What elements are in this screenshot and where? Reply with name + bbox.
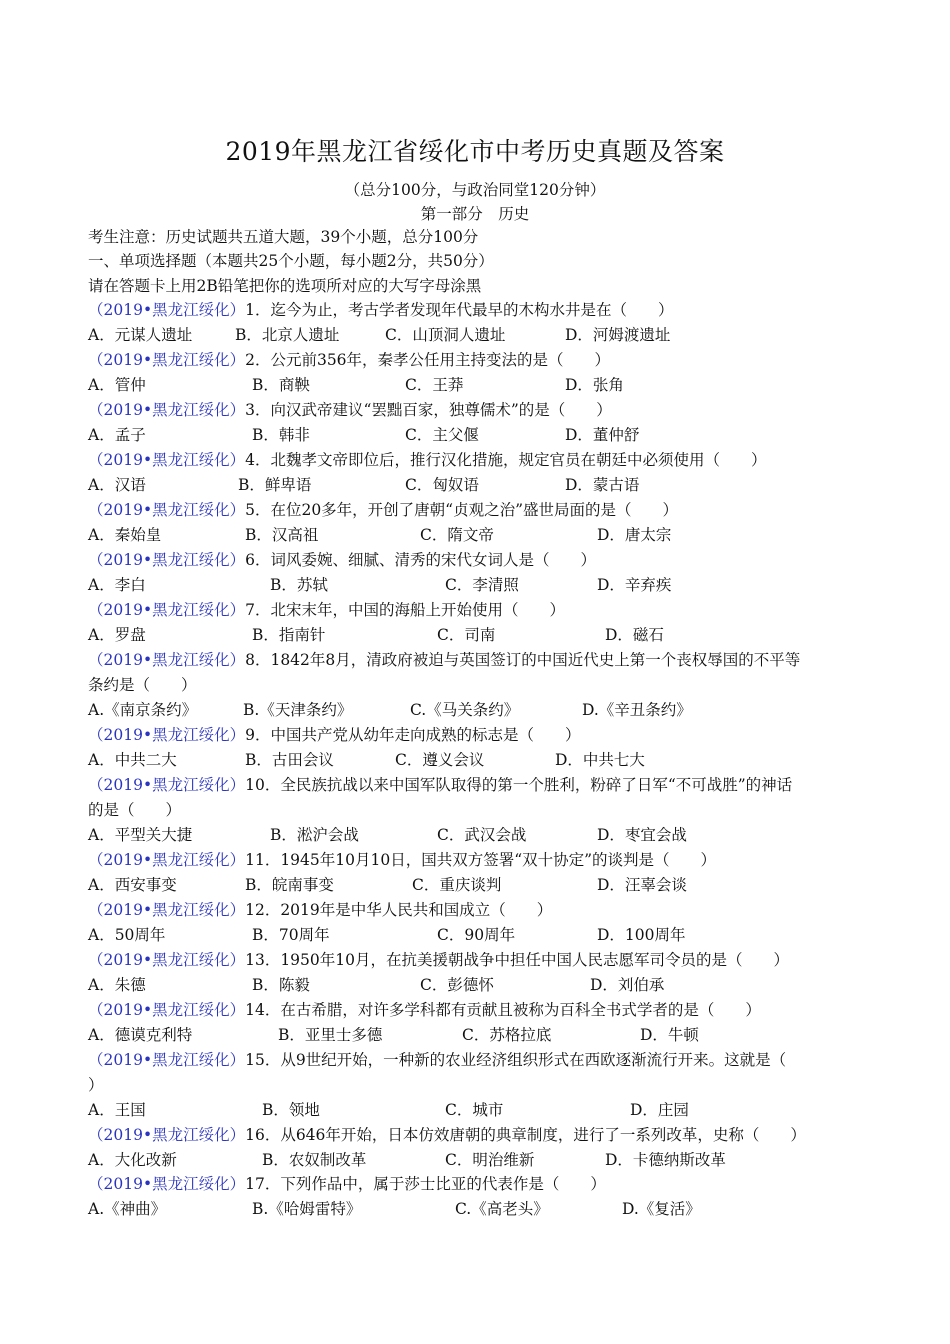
option-a: A．朱德 [88, 975, 146, 994]
option-d: D．磁石 [605, 625, 664, 644]
option-c: C．重庆谈判 [412, 875, 502, 894]
option-a: A．罗盘 [88, 625, 146, 644]
question-8 [88, 650, 868, 670]
option-d: D．汪辜会谈 [597, 875, 687, 894]
source-tag: （2019•黑龙江绥化） [88, 1001, 246, 1019]
option-a: A．西安事变 [88, 875, 177, 894]
source-tag: （2019•黑龙江绥化） [88, 951, 246, 969]
question-7 [88, 600, 868, 620]
option-c: C．城市 [445, 1100, 504, 1119]
option-a: A．德谟克利特 [88, 1025, 193, 1044]
question-text: 15．从9世纪开始，一种新的农业经济组织形式在西欧逐渐流行开来。这就是（ [245, 1051, 787, 1069]
question-10 [88, 775, 868, 795]
option-c: C.《马关条约》 [410, 700, 520, 719]
option-b: B．淞沪会战 [270, 825, 359, 844]
option-a: A．管仲 [88, 375, 146, 394]
option-c: C．彭德怀 [420, 975, 494, 994]
option-b: B．韩非 [252, 425, 310, 444]
source-tag: （2019•黑龙江绥化） [88, 1175, 246, 1193]
source-tag: （2019•黑龙江绥化） [88, 1126, 246, 1144]
option-d: D.《辛丑条约》 [582, 700, 692, 719]
page-title: 2019年黑龙江省绥化市中考历史真题及答案 [225, 137, 725, 166]
question-1 [88, 300, 868, 320]
source-tag: （2019•黑龙江绥化） [88, 1051, 246, 1069]
option-b: B．北京人遗址 [235, 325, 340, 344]
option-c: C．匈奴语 [405, 475, 479, 494]
source-tag: （2019•黑龙江绥化） [88, 726, 246, 744]
question-text: 4．北魏孝文帝即位后，推行汉化措施，规定官员在朝廷中必须使用（ ） [245, 451, 767, 469]
question-text: 1．迄今为止，考古学者发现年代最早的木构水井是在（ ） [245, 301, 674, 319]
question-text: 9．中国共产党从幼年走向成熟的标志是（ ） [245, 726, 581, 744]
option-d: D．中共七大 [555, 750, 645, 769]
question-text: 3．向汉武帝建议“罢黜百家，独尊儒术”的是（ ） [245, 401, 612, 419]
option-d: D．枣宜会战 [597, 825, 687, 844]
exam-notice: 考生注意：历史试题共五道大题，39个小题，总分100分 [88, 228, 479, 246]
option-c: C．王莽 [405, 375, 464, 394]
option-c: C．武汉会战 [437, 825, 527, 844]
option-c: C．主父偃 [405, 425, 479, 444]
source-tag: （2019•黑龙江绥化） [88, 501, 246, 519]
option-d: D．牛顿 [640, 1025, 699, 1044]
question-3 [88, 400, 868, 420]
option-b: B．商鞅 [252, 375, 310, 394]
option-a: A．汉语 [88, 475, 146, 494]
option-b: B.《哈姆雷特》 [252, 1199, 362, 1218]
source-tag: （2019•黑龙江绥化） [88, 301, 246, 319]
question-17 [88, 1174, 868, 1194]
question-text: 8．1842年8月，清政府被迫与英国签订的中国近代史上第一个丧权辱国的不平等 [245, 651, 801, 669]
part-heading: 第一部分 历史 [420, 205, 530, 223]
option-d: D．张角 [565, 375, 624, 394]
question-continuation: 的是（ ） [88, 800, 182, 819]
option-b: B．农奴制改革 [262, 1150, 367, 1169]
question-text: 7．北宋末年，中国的海船上开始使用（ ） [245, 601, 565, 619]
option-d: D．蒙古语 [565, 475, 640, 494]
option-c: C．90周年 [437, 925, 516, 944]
question-12 [88, 900, 868, 920]
source-tag: （2019•黑龙江绥化） [88, 401, 246, 419]
option-a: A．中共二大 [88, 750, 177, 769]
option-a: A.《南京条约》 [88, 700, 198, 719]
option-c: C．隋文帝 [420, 525, 494, 544]
option-b: B．领地 [262, 1100, 320, 1119]
option-d: D．庄园 [630, 1100, 689, 1119]
option-d: D．刘伯承 [590, 975, 665, 994]
question-2 [88, 350, 868, 370]
option-a: A．秦始皇 [88, 525, 162, 544]
source-tag: （2019•黑龙江绥化） [88, 601, 246, 619]
option-b: B．亚里士多德 [278, 1025, 383, 1044]
question-continuation: 条约是（ ） [88, 675, 197, 694]
option-b: B．皖南事变 [245, 875, 334, 894]
option-c: C.《高老头》 [455, 1199, 549, 1218]
question-continuation: ） [88, 1075, 104, 1094]
question-5 [88, 500, 868, 520]
option-d: D．卡德纳斯改革 [605, 1150, 726, 1169]
question-text: 17．下列作品中，属于莎士比亚的代表作是（ ） [245, 1175, 606, 1193]
option-c: C．苏格拉底 [462, 1025, 552, 1044]
question-13 [88, 950, 868, 970]
page-subtitle: （总分100分，与政治同堂120分钟） [344, 181, 606, 199]
question-text: 6．词风委婉、细腻、清秀的宋代女词人是（ ） [245, 551, 596, 569]
source-tag: （2019•黑龙江绥化） [88, 901, 246, 919]
option-a: A.《神曲》 [88, 1199, 167, 1218]
option-b: B．70周年 [252, 925, 330, 944]
option-a: A．李白 [88, 575, 146, 594]
option-a: A．平型关大捷 [88, 825, 193, 844]
option-b: B．汉高祖 [245, 525, 319, 544]
option-a: A．王国 [88, 1100, 146, 1119]
option-c: C．司南 [437, 625, 496, 644]
option-d: D．河姆渡遗址 [565, 325, 671, 344]
source-tag: （2019•黑龙江绥化） [88, 651, 246, 669]
option-b: B．古田会议 [245, 750, 334, 769]
question-text: 10．全民族抗战以来中国军队取得的第一个胜利，粉碎了日军“不可战胜”的神话 [245, 776, 793, 794]
question-text: 2．公元前356年，秦孝公任用主持变法的是（ ） [245, 351, 611, 369]
question-4 [88, 450, 868, 470]
question-text: 16．从646年开始，日本仿效唐朝的典章制度，进行了一系列改革，史称（ ） [245, 1126, 806, 1144]
source-tag: （2019•黑龙江绥化） [88, 451, 246, 469]
question-9 [88, 725, 868, 745]
option-c: C．遵义会议 [395, 750, 485, 769]
option-a: A．大化改新 [88, 1150, 177, 1169]
question-text: 11．1945年10月10日，国共双方签署“双十协定”的谈判是（ ） [245, 851, 717, 869]
question-15 [88, 1050, 868, 1070]
question-14 [88, 1000, 868, 1020]
question-16 [88, 1125, 868, 1145]
option-d: D．董仲舒 [565, 425, 640, 444]
option-b: B．鲜卑语 [238, 475, 312, 494]
option-d: D.《复活》 [622, 1199, 701, 1218]
option-b: B.《天津条约》 [243, 700, 353, 719]
option-a: A．50周年 [88, 925, 166, 944]
section-heading: 一、单项选择题（本题共25个小题，每小题2分，共50分） [88, 252, 494, 270]
option-d: D．唐太宗 [597, 525, 672, 544]
option-b: B．苏轼 [270, 575, 328, 594]
source-tag: （2019•黑龙江绥化） [88, 351, 246, 369]
option-d: D．100周年 [597, 925, 686, 944]
question-text: 5．在位20多年，开创了唐朝“贞观之治”盛世局面的是（ ） [245, 501, 679, 519]
question-6 [88, 550, 868, 570]
source-tag: （2019•黑龙江绥化） [88, 776, 246, 794]
option-c: C．明治维新 [445, 1150, 535, 1169]
answer-instruction: 请在答题卡上用2B铅笔把你的选项所对应的大写字母涂黑 [88, 277, 482, 295]
question-text: 14．在古希腊，对许多学科都有贡献且被称为百科全书式学者的是（ ） [245, 1001, 761, 1019]
question-text: 13．1950年10月，在抗美援朝战争中担任中国人民志愿军司令员的是（ ） [245, 951, 789, 969]
question-11 [88, 850, 868, 870]
option-b: B．陈毅 [252, 975, 310, 994]
option-d: D．辛弃疾 [597, 575, 672, 594]
option-c: C．山顶洞人遗址 [385, 325, 506, 344]
source-tag: （2019•黑龙江绥化） [88, 551, 246, 569]
option-a: A．孟子 [88, 425, 146, 444]
source-tag: （2019•黑龙江绥化） [88, 851, 246, 869]
question-text: 12．2019年是中华人民共和国成立（ ） [245, 901, 553, 919]
option-c: C．李清照 [445, 575, 519, 594]
option-b: B．指南针 [252, 625, 326, 644]
option-a: A．元谋人遗址 [88, 325, 193, 344]
